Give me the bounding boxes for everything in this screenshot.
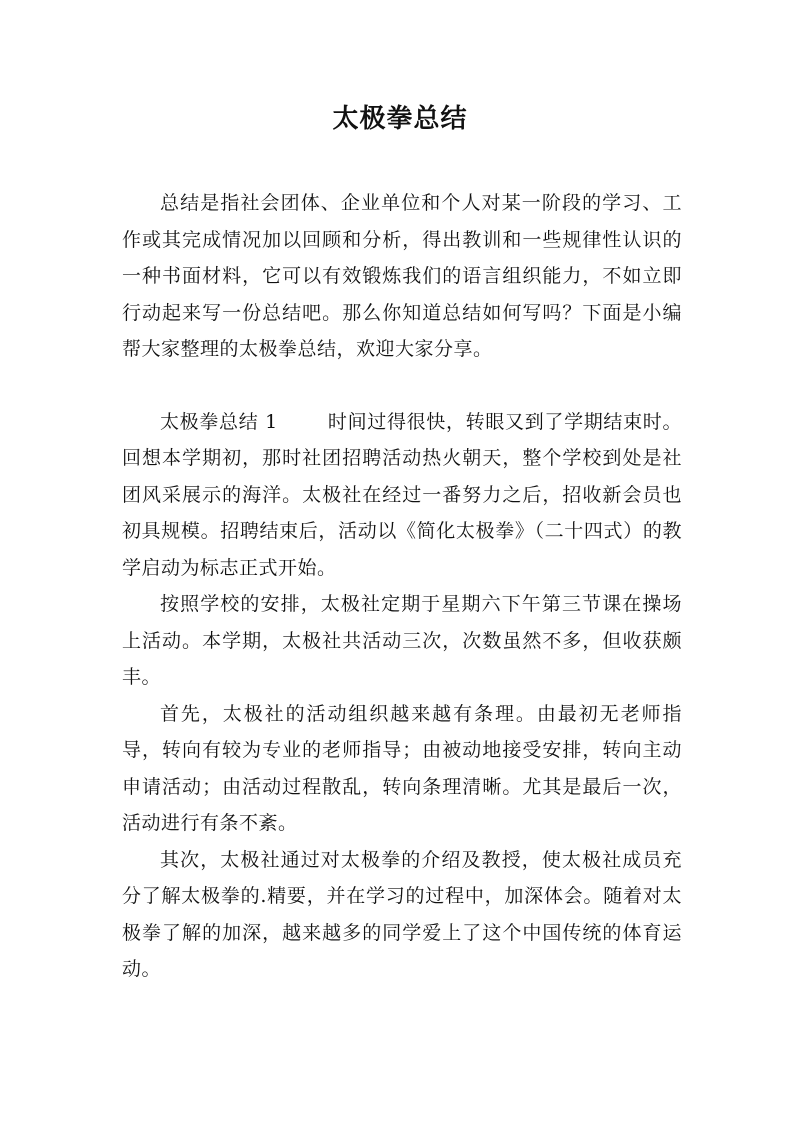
paragraph-2: 按照学校的安排，太极社定期于星期六下午第三节课在操场上活动。本学期，太极社共活动三次，次数虽然不多，但收获颇丰。 <box>122 593 682 688</box>
document-body <box>122 185 682 988</box>
intro-paragraph: 总结是指社会团体、企业单位和个人对某一阶段的学习、工作或其完成情况加以回顾和分析，得出教训和一些规律性认识的一种书面材料，它可以有效锻炼我们的语言组织能力，不如立即行动起来写一份总结吧。那么你知道总结如何写吗？下面是小编帮大家整理的太极拳总结，欢迎大家分享。 <box>122 192 682 360</box>
section1-heading: 太极拳总结 1 <box>160 410 278 433</box>
paragraph-4: 其次，太极社通过对太极拳的介绍及教授，使太极社成员充分了解太极拳的.精要，并在学习的过程中，加深体会。随着对太极拳了解的加深，越来越多的同学爱上了这个中国传统的体育运动。 <box>122 848 682 980</box>
section1-first-text: 时间过得很快，转眼又到了学期结束时。回想本学期初，那时社团招聘活动热火朝天，整个学校到处是社团风采展示的海洋。太极社在经过一番努力之后，招收新会员也初具规模。招聘结束后，活动以《简化太极拳》（二十四式）的教学启动为标志正式开始。 <box>122 410 682 579</box>
section1-paragraph <box>122 404 682 587</box>
document-title: 太极拳总结 <box>332 104 468 134</box>
paragraph-3: 首先，太极社的活动组织越来越有条理。由最初无老师指导，转向有较为专业的老师指导；由被动地接受安排，转向主动申请活动；由活动过程散乱，转向条理清晰。尤其是最后一次，活动进行有条不紊。 <box>122 702 682 834</box>
